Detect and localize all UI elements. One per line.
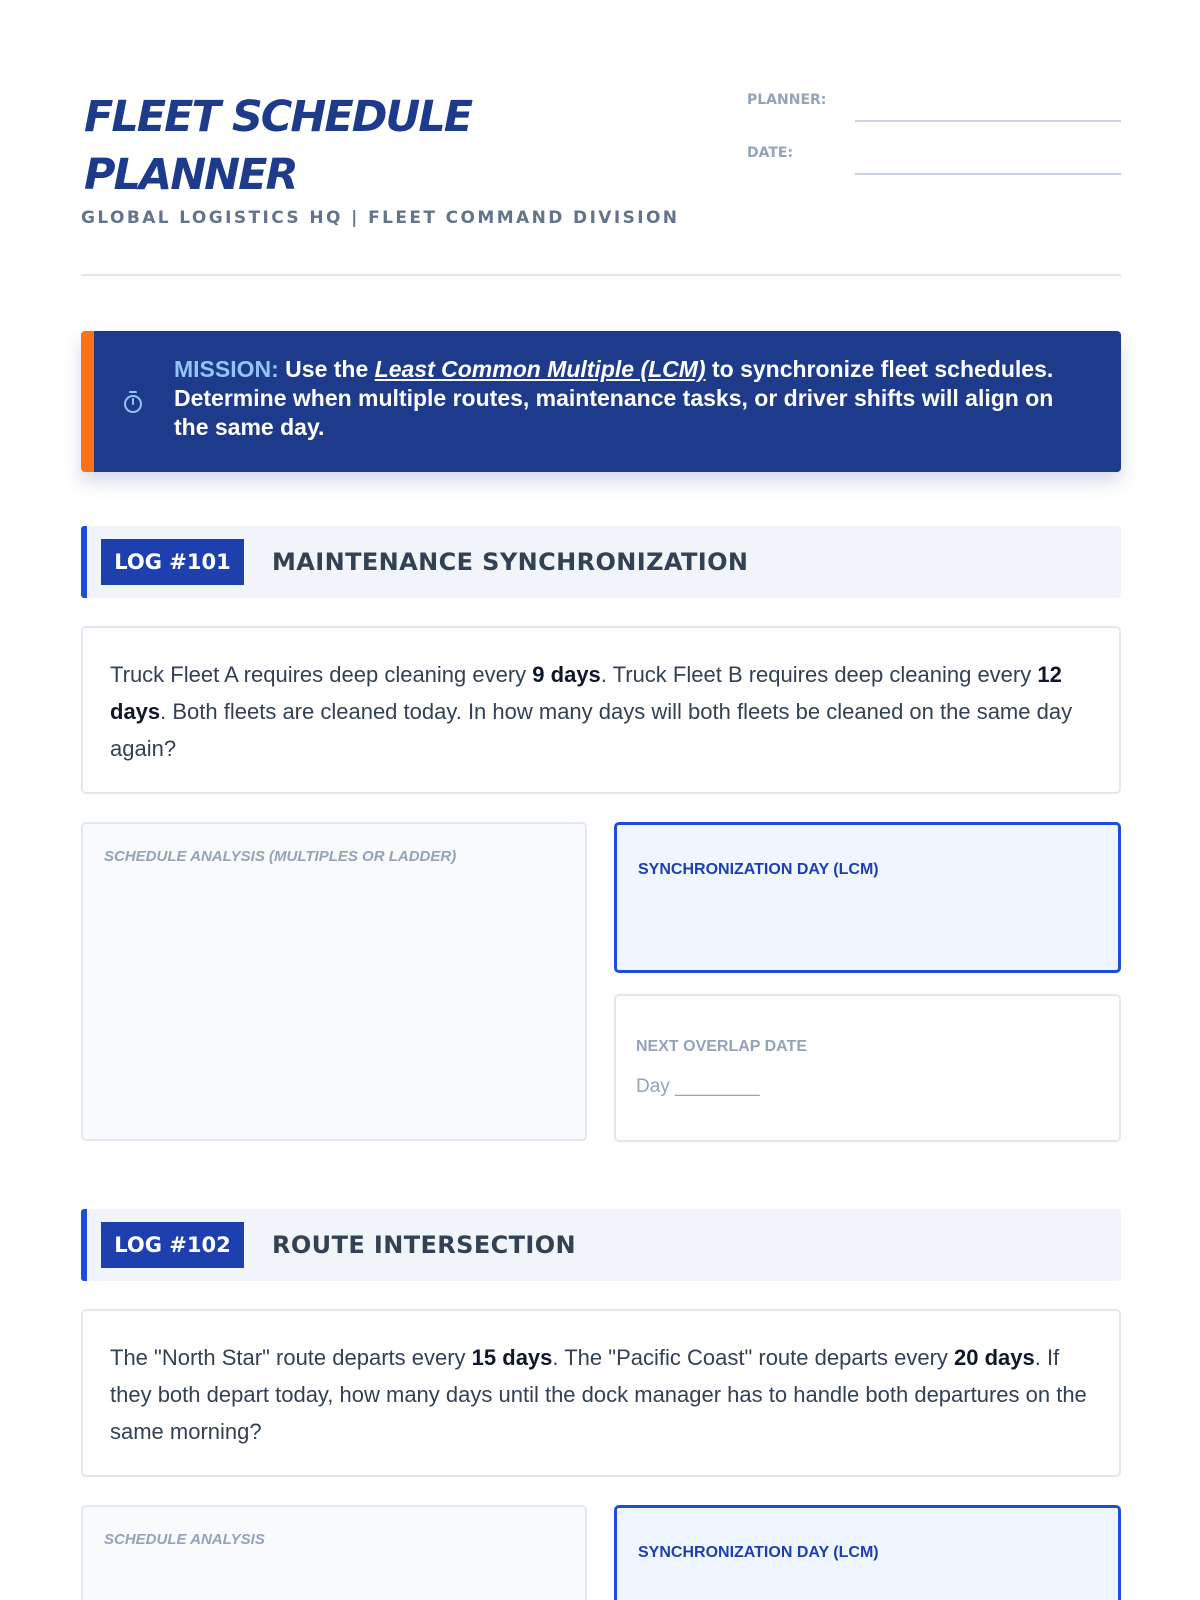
log-title: ROUTE INTERSECTION (272, 1231, 577, 1259)
mission-text-after: to synchronize fleet schedules. Determine when multiple routes, maintenance tasks, or driver shifts will align on the same day. (174, 356, 1054, 440)
problem-value: 12 days (110, 662, 1062, 724)
problem-value: 15 days (471, 1345, 553, 1370)
log-title: MAINTENANCE SYNCHRONIZATION (272, 548, 749, 576)
log-badge: LOG #101 (101, 539, 244, 585)
log-badge: LOG #102 (101, 1222, 244, 1268)
problem-text-part: . The "Pacific Coast" route departs every (552, 1345, 955, 1370)
planner-field[interactable] (747, 80, 1121, 122)
title-line-1: FLEET SCHEDULE (84, 92, 472, 142)
problem-text-part: . Both fleets are cleaned today. In how many days will both fleets be cleaned on the same day again? (110, 699, 1073, 761)
analysis-label: SCHEDULE ANALYSIS (104, 1531, 265, 1548)
date-input-line[interactable] (855, 173, 1121, 175)
overlap-value: Day ________ (636, 1076, 760, 1097)
problem-text-part: The "North Star" route departs every (110, 1345, 472, 1370)
log-102-header (81, 1209, 1121, 1281)
overlap-label: NEXT OVERLAP DATE (636, 1038, 807, 1055)
mission-keyword: MISSION: (174, 356, 279, 382)
log-102-analysis-box[interactable] (81, 1505, 587, 1600)
problem-value: 9 days (532, 662, 601, 687)
title-line-2: PLANNER (84, 150, 297, 200)
log-101-analysis-box[interactable] (81, 822, 587, 1141)
log-101-header (81, 526, 1121, 598)
log-102-lcm-box[interactable] (614, 1505, 1121, 1600)
planner-input-line[interactable] (855, 120, 1121, 122)
log-102-problem (81, 1309, 1121, 1477)
problem-text (110, 1339, 1101, 1450)
problem-text-part: . If they both depart today, how many days until the dock manager has to handle both departures on the same morning? (110, 1345, 1087, 1444)
page-header (81, 78, 1121, 276)
problem-text-part: . Truck Fleet B requires deep cleaning every (600, 662, 1038, 687)
mission-text (174, 355, 1081, 442)
log-101-lcm-box[interactable] (614, 822, 1121, 973)
mission-emphasis: Least Common Multiple (LCM) (374, 356, 706, 382)
log-101-overlap-box[interactable] (614, 994, 1121, 1142)
mission-banner (81, 331, 1121, 472)
problem-value: 20 days (954, 1345, 1035, 1370)
log-101-problem (81, 626, 1121, 794)
date-field[interactable] (747, 133, 1121, 175)
problem-text-part: Truck Fleet A requires deep cleaning every (110, 662, 533, 687)
analysis-label: SCHEDULE ANALYSIS (MULTIPLES OR LADDER) (104, 848, 457, 865)
planner-label: PLANNER: (747, 92, 827, 108)
lcm-label: SYNCHRONIZATION DAY (LCM) (638, 861, 879, 878)
lcm-label: SYNCHRONIZATION DAY (LCM) (638, 1544, 879, 1561)
page-subtitle: GLOBAL LOGISTICS HQ | FLEET COMMAND DIVISION (81, 208, 680, 228)
mission-text-before: Use the (278, 356, 375, 382)
problem-text (110, 656, 1101, 767)
date-label: DATE: (747, 145, 794, 161)
page-title (84, 88, 644, 204)
stopwatch-icon (122, 389, 144, 415)
